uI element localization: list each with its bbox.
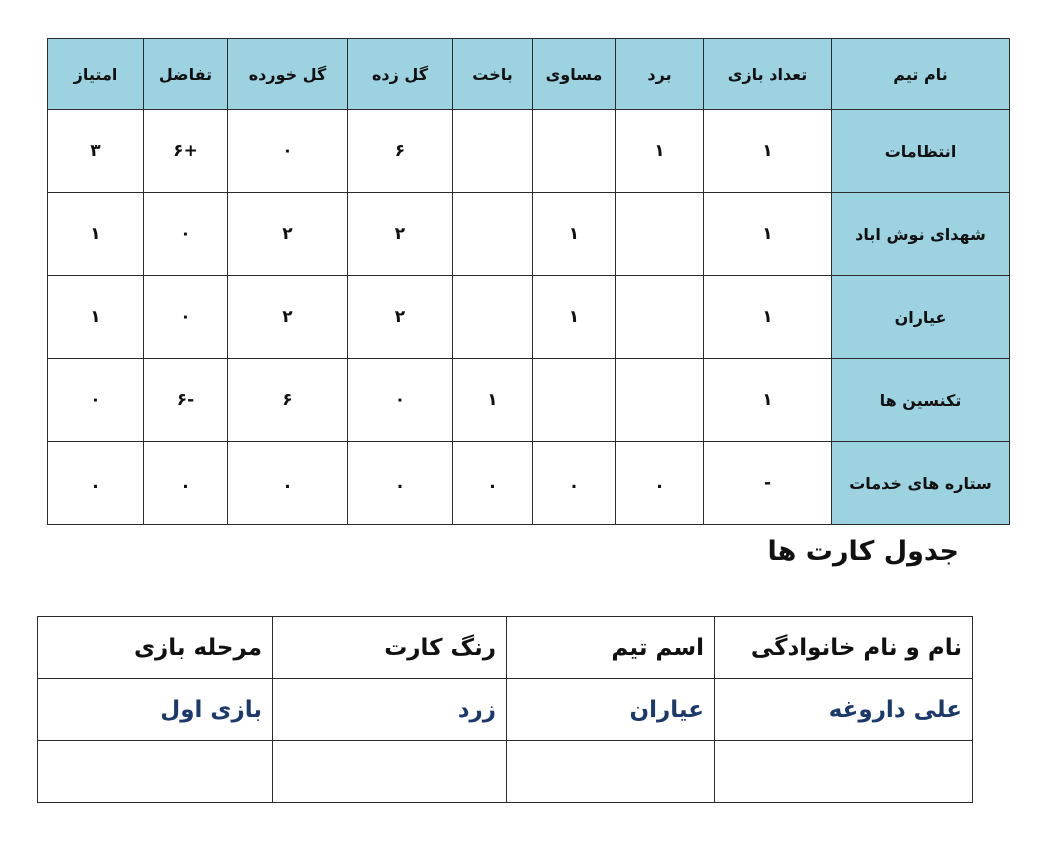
table-row	[38, 741, 973, 803]
games-played-cell: ۱	[704, 359, 832, 442]
goals-for-cell: ۲	[348, 276, 453, 359]
goals-against-cell: ۶	[228, 359, 348, 442]
table-row	[48, 359, 1010, 442]
goals-against-cell: ۲	[228, 276, 348, 359]
losses-cell	[453, 193, 533, 276]
header-team-name: نام تیم	[832, 39, 1010, 110]
points-cell: .	[48, 442, 144, 525]
losses-cell: .	[453, 442, 533, 525]
team-name-cell: عیاران	[832, 276, 1010, 359]
draws-cell	[533, 359, 616, 442]
table-row	[48, 442, 1010, 525]
header-game-stage: مرحله بازی	[38, 617, 273, 679]
team-name-cell: شهدای نوش اباد	[832, 193, 1010, 276]
goal-difference-cell: -۶	[144, 359, 228, 442]
draws-cell	[533, 110, 616, 193]
games-played-cell: -	[704, 442, 832, 525]
goals-for-cell: ۶	[348, 110, 453, 193]
losses-cell: ۱	[453, 359, 533, 442]
goals-for-cell: .	[348, 442, 453, 525]
goals-against-cell: .	[228, 442, 348, 525]
cards-table	[37, 616, 973, 803]
header-losses: باخت	[453, 39, 533, 110]
header-full-name: نام و نام خانوادگی	[715, 617, 973, 679]
wins-cell	[616, 193, 704, 276]
player-name-cell	[715, 741, 973, 803]
losses-cell	[453, 110, 533, 193]
goal-difference-cell: ۰	[144, 276, 228, 359]
goals-against-cell: ۰	[228, 110, 348, 193]
standings-header-row	[48, 39, 1010, 110]
header-games-played: تعداد بازی	[704, 39, 832, 110]
game-stage-cell: بازی اول	[38, 679, 273, 741]
draws-cell: ۱	[533, 193, 616, 276]
card-color-cell: زرد	[273, 679, 507, 741]
goals-for-cell: ۲	[348, 193, 453, 276]
table-row	[48, 110, 1010, 193]
game-stage-cell	[38, 741, 273, 803]
header-goal-difference: تفاضل	[144, 39, 228, 110]
header-goals-for: گل زده	[348, 39, 453, 110]
team-name-cell: ستاره های خدمات	[832, 442, 1010, 525]
games-played-cell: ۱	[704, 110, 832, 193]
goal-difference-cell: .	[144, 442, 228, 525]
draws-cell: ۱	[533, 276, 616, 359]
header-draws: مساوی	[533, 39, 616, 110]
header-team: اسم تیم	[507, 617, 715, 679]
table-row	[38, 679, 973, 741]
points-cell: ۱	[48, 193, 144, 276]
header-points: امتیاز	[48, 39, 144, 110]
games-played-cell: ۱	[704, 193, 832, 276]
table-row	[48, 193, 1010, 276]
header-card-color: رنگ کارت	[273, 617, 507, 679]
draws-cell: .	[533, 442, 616, 525]
wins-cell	[616, 359, 704, 442]
team-name-cell: انتظامات	[832, 110, 1010, 193]
points-cell: ۱	[48, 276, 144, 359]
games-played-cell: ۱	[704, 276, 832, 359]
player-name-cell: علی داروغه	[715, 679, 973, 741]
wins-cell: .	[616, 442, 704, 525]
standings-table	[47, 38, 1010, 525]
team-cell	[507, 741, 715, 803]
wins-cell: ۱	[616, 110, 704, 193]
wins-cell	[616, 276, 704, 359]
cards-header-row	[38, 617, 973, 679]
header-wins: برد	[616, 39, 704, 110]
goals-for-cell: ۰	[348, 359, 453, 442]
header-goals-against: گل خورده	[228, 39, 348, 110]
goals-against-cell: ۲	[228, 193, 348, 276]
goal-difference-cell: ۰	[144, 193, 228, 276]
team-name-cell: تکنسین ها	[832, 359, 1010, 442]
points-cell: ۳	[48, 110, 144, 193]
losses-cell	[453, 276, 533, 359]
table-row	[48, 276, 1010, 359]
team-cell: عیاران	[507, 679, 715, 741]
points-cell: ۰	[48, 359, 144, 442]
goal-difference-cell: +۶	[144, 110, 228, 193]
card-color-cell	[273, 741, 507, 803]
cards-table-title: جدول کارت ها	[767, 536, 959, 567]
